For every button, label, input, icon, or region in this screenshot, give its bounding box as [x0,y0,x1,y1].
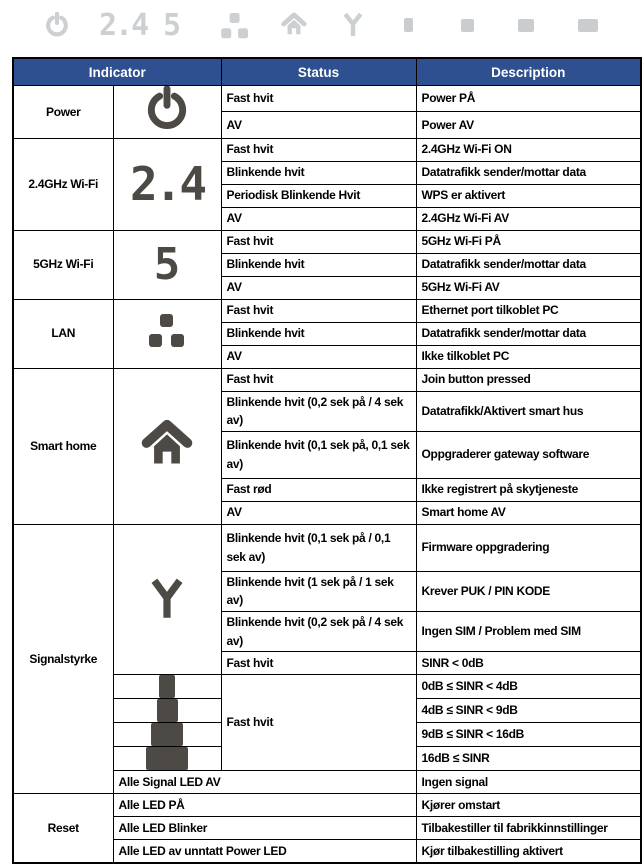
description-cell: Krever PUK / PIN KODE [416,571,641,611]
header-description: Description [416,58,641,86]
signal-bar-2-icon [113,699,221,723]
description-cell: Datatrafikk sender/mottar data [416,161,641,184]
table-row [13,230,641,253]
status-cell: Fast hvit [221,138,416,161]
description-cell: Ikke registrert på skytjeneste [416,478,641,501]
description-cell: 0dB ≤ SINR < 4dB [416,675,641,699]
led-indicator-table [12,57,642,864]
description-cell: Datatrafikk/Aktivert smart hus [416,391,641,431]
description-cell: Join button pressed [416,368,641,391]
description-cell: SINR < 0dB [416,652,641,675]
description-cell: Datatrafikk sender/mottar data [416,253,641,276]
status-cell: AV [221,112,416,138]
signal-led-3-icon [518,19,534,32]
lan-icon [113,299,221,368]
description-cell: Oppgraderer gateway software [416,431,641,478]
status-cell: AV [221,207,416,230]
smart-home-icon [280,10,308,43]
status-cell: Alle LED av unntatt Power LED [113,840,416,863]
status-cell: Fast hvit [221,652,416,675]
indicator-label-lan: LAN [13,299,113,368]
description-cell: Ikke tilkoblet PC [416,345,641,368]
signal-led-4-icon [578,19,598,32]
description-cell: Ingen SIM / Problem med SIM [416,611,641,651]
status-cell: Fast hvit [221,299,416,322]
status-cell: Blinkende hvit (0,2 sek på / 4 sek av) [221,611,416,651]
wifi-5ghz-icon: 5 [113,230,221,299]
table-row [13,794,641,817]
power-icon [44,12,70,43]
description-cell: 9dB ≤ SINR < 16dB [416,723,641,747]
status-cell: Fast hvit [221,230,416,253]
status-cell: Blinkende hvit (0,2 sek på / 4 sek av) [221,391,416,431]
table-row [13,368,641,391]
indicator-label-reset: Reset [13,794,113,863]
table-row [13,138,641,161]
signal-bar-3-icon [113,723,221,747]
description-cell: Power AV [416,112,641,138]
status-cell: AV [221,501,416,524]
header-status: Status [221,58,416,86]
lan-icon [221,13,249,44]
table-header-row [13,58,641,86]
description-cell: 2.4GHz Wi-Fi ON [416,138,641,161]
signal-bar-4-icon [113,747,221,771]
description-cell: 4dB ≤ SINR < 9dB [416,699,641,723]
device-led-icon-strip [0,0,643,50]
description-cell: Firmware oppgradering [416,524,641,571]
status-cell: AV [221,276,416,299]
status-cell: Fast hvit [221,675,416,771]
description-cell: Smart home AV [416,501,641,524]
description-cell: Ingen signal [416,771,641,794]
table-row [13,524,641,571]
wifi-5ghz-icon: 5 [163,8,182,43]
status-cell: Fast rød [221,478,416,501]
antenna-icon [113,524,221,674]
table-row [13,86,641,112]
status-cell: Blinkende hvit [221,161,416,184]
description-cell: Kjør tilbakestilling aktivert [416,840,641,863]
wifi-2-4ghz-icon: 2.4 [99,8,148,43]
status-cell: Blinkende hvit [221,322,416,345]
wifi-2-4ghz-icon: 2.4 [113,138,221,230]
status-cell: Periodisk Blinkende Hvit [221,184,416,207]
indicator-label-24ghz: 2.4GHz Wi-Fi [13,138,113,230]
antenna-icon [342,10,364,43]
description-cell: 5GHz Wi-Fi PÅ [416,230,641,253]
power-icon [113,86,221,139]
description-cell: Tilbakestiller til fabrikkinnstillinger [416,817,641,840]
status-cell: Fast hvit [221,86,416,112]
status-cell: Blinkende hvit (0,1 sek på / 0,1 sek av) [221,524,416,571]
description-cell: Ethernet port tilkoblet PC [416,299,641,322]
signal-led-2-icon [461,19,474,32]
description-cell: Datatrafikk sender/mottar data [416,322,641,345]
description-cell: WPS er aktivert [416,184,641,207]
signal-bar-1-icon [113,675,221,699]
description-cell: Power PÅ [416,86,641,112]
status-cell: Alle LED Blinker [113,817,416,840]
indicator-label-power: Power [13,86,113,139]
header-indicator: Indicator [13,58,221,86]
signal-led-1-icon [404,18,413,32]
table-row [13,299,641,322]
description-cell: 16dB ≤ SINR [416,747,641,771]
description-cell: Kjører omstart [416,794,641,817]
description-cell: 5GHz Wi-Fi AV [416,276,641,299]
status-cell: Blinkende hvit [221,253,416,276]
smart-home-icon [113,368,221,524]
indicator-label-signalstyrke: Signalstyrke [13,524,113,793]
status-cell: Alle LED PÅ [113,794,416,817]
status-cell: Fast hvit [221,368,416,391]
indicator-label-5ghz: 5GHz Wi-Fi [13,230,113,299]
status-cell: AV [221,345,416,368]
indicator-label-smart-home: Smart home [13,368,113,524]
description-cell: 2.4GHz Wi-Fi AV [416,207,641,230]
status-cell: Alle Signal LED AV [113,771,416,794]
status-cell: Blinkende hvit (1 sek på / 1 sek av) [221,571,416,611]
status-cell: Blinkende hvit (0,1 sek på, 0,1 sek av) [221,431,416,478]
